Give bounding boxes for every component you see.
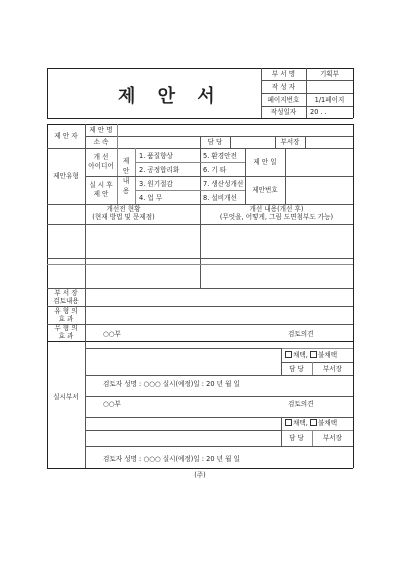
adopt-checkbox-1[interactable]: 채택, 불채택: [285, 351, 337, 360]
page-number-label: 페이지번호: [267, 96, 300, 104]
proposal-name-label: 제 안 명: [89, 126, 113, 134]
exec-dept-1: ○○부: [103, 330, 121, 338]
before-subtitle: (현재 방법 및 문제점): [92, 213, 155, 221]
tangible-effect-label-1: 유 형 의: [54, 307, 78, 315]
type-option-quality[interactable]: 1. 품질향상: [139, 152, 173, 160]
exec-manager-label-2: 담 당: [289, 434, 304, 442]
reviewer-line-2[interactable]: 검토자 성명 : ○○○ 실시(예정)일 : 20 년 월 일: [103, 455, 240, 463]
proposal-type-label: 제안유형: [53, 172, 79, 180]
type-option-cost[interactable]: 3. 원기절감: [139, 180, 173, 188]
dept-review-label-1: 부 서 장: [54, 289, 78, 297]
proposal-number-label: 제안번호: [252, 186, 278, 194]
after-title: 개선 내용(개선 후): [249, 205, 304, 213]
content-label-char-3: 내: [122, 177, 130, 185]
exec-head-label-1: 부서장: [322, 365, 343, 373]
after-content-area[interactable]: [201, 225, 352, 257]
proposer-section-label: 제 안 자: [54, 132, 78, 140]
improvement-idea-label-1: 개 선: [93, 153, 109, 161]
exec-manager-label-1: 담 당: [289, 365, 304, 373]
reviewer-line-1[interactable]: 검토자 성명 : ○○○ 실시(예정)일 : 20 년 월 일: [103, 380, 240, 388]
exec-head-label-2: 부서장: [322, 434, 343, 442]
type-option-safety[interactable]: 5. 환경안전: [203, 152, 237, 160]
after-subtitle: (무엇을, 어떻게, 그림 도면첨부도 가능): [219, 213, 334, 221]
manager-label: 담 당: [207, 138, 223, 146]
content-label-char-4: 용: [122, 187, 130, 195]
type-option-work[interactable]: 4. 업 무: [139, 194, 163, 202]
author-label: 작 성 자: [271, 83, 296, 91]
dept-review-label-2: 검토내용: [53, 297, 79, 305]
type-option-other[interactable]: 6. 기 타: [203, 166, 227, 174]
improvement-idea-label-2: 아이디어: [88, 162, 114, 170]
review-opinion-label-1: 검토의견: [288, 330, 314, 338]
dept-name-value[interactable]: 기획부: [319, 70, 340, 78]
before-title: 개선전 현황: [106, 205, 141, 213]
post-implementation-label-2: 제 안: [93, 190, 109, 198]
page-title: 제 안 서: [118, 86, 223, 107]
proposal-date-label: 제 안 일: [253, 158, 277, 166]
affiliation-label: 소 속: [93, 138, 109, 146]
review-opinion-label-2: 검토의견: [288, 400, 314, 408]
checkbox-icon[interactable]: [310, 351, 317, 358]
adopt-checkbox-2[interactable]: 채택, 불채택: [285, 419, 337, 428]
page-number-value[interactable]: 1/1페이지: [314, 96, 345, 104]
proposal-name-field[interactable]: [118, 125, 352, 135]
checkbox-icon[interactable]: [285, 419, 292, 426]
content-label-char-2: 안: [122, 167, 130, 175]
intangible-effect-label-1: 무 형 의: [54, 324, 78, 332]
type-option-productivity[interactable]: 7. 생산성개선: [203, 180, 244, 188]
type-option-process[interactable]: 2. 공정합리화: [139, 166, 180, 174]
dept-name-label: 부 서 명: [271, 70, 296, 78]
execution-dept-label: 실시부서: [53, 393, 79, 401]
before-content-area[interactable]: [48, 225, 199, 257]
dept-head-label: 부서장: [280, 138, 300, 146]
written-date-value[interactable]: 20 . .: [310, 108, 327, 116]
intangible-effect-label-2: 효 과: [58, 332, 74, 340]
content-label-char-1: 제: [122, 157, 130, 165]
exec-dept-2: ○○부: [103, 400, 121, 408]
company-mark: (주): [194, 471, 206, 479]
tangible-effect-label-2: 효 과: [58, 315, 74, 323]
checkbox-icon[interactable]: [285, 351, 292, 358]
post-implementation-label-1: 실 시 후: [89, 181, 113, 189]
type-option-equipment[interactable]: 8. 설비개선: [203, 194, 237, 202]
written-date-label: 작성일자: [270, 108, 297, 116]
checkbox-icon[interactable]: [310, 419, 317, 426]
